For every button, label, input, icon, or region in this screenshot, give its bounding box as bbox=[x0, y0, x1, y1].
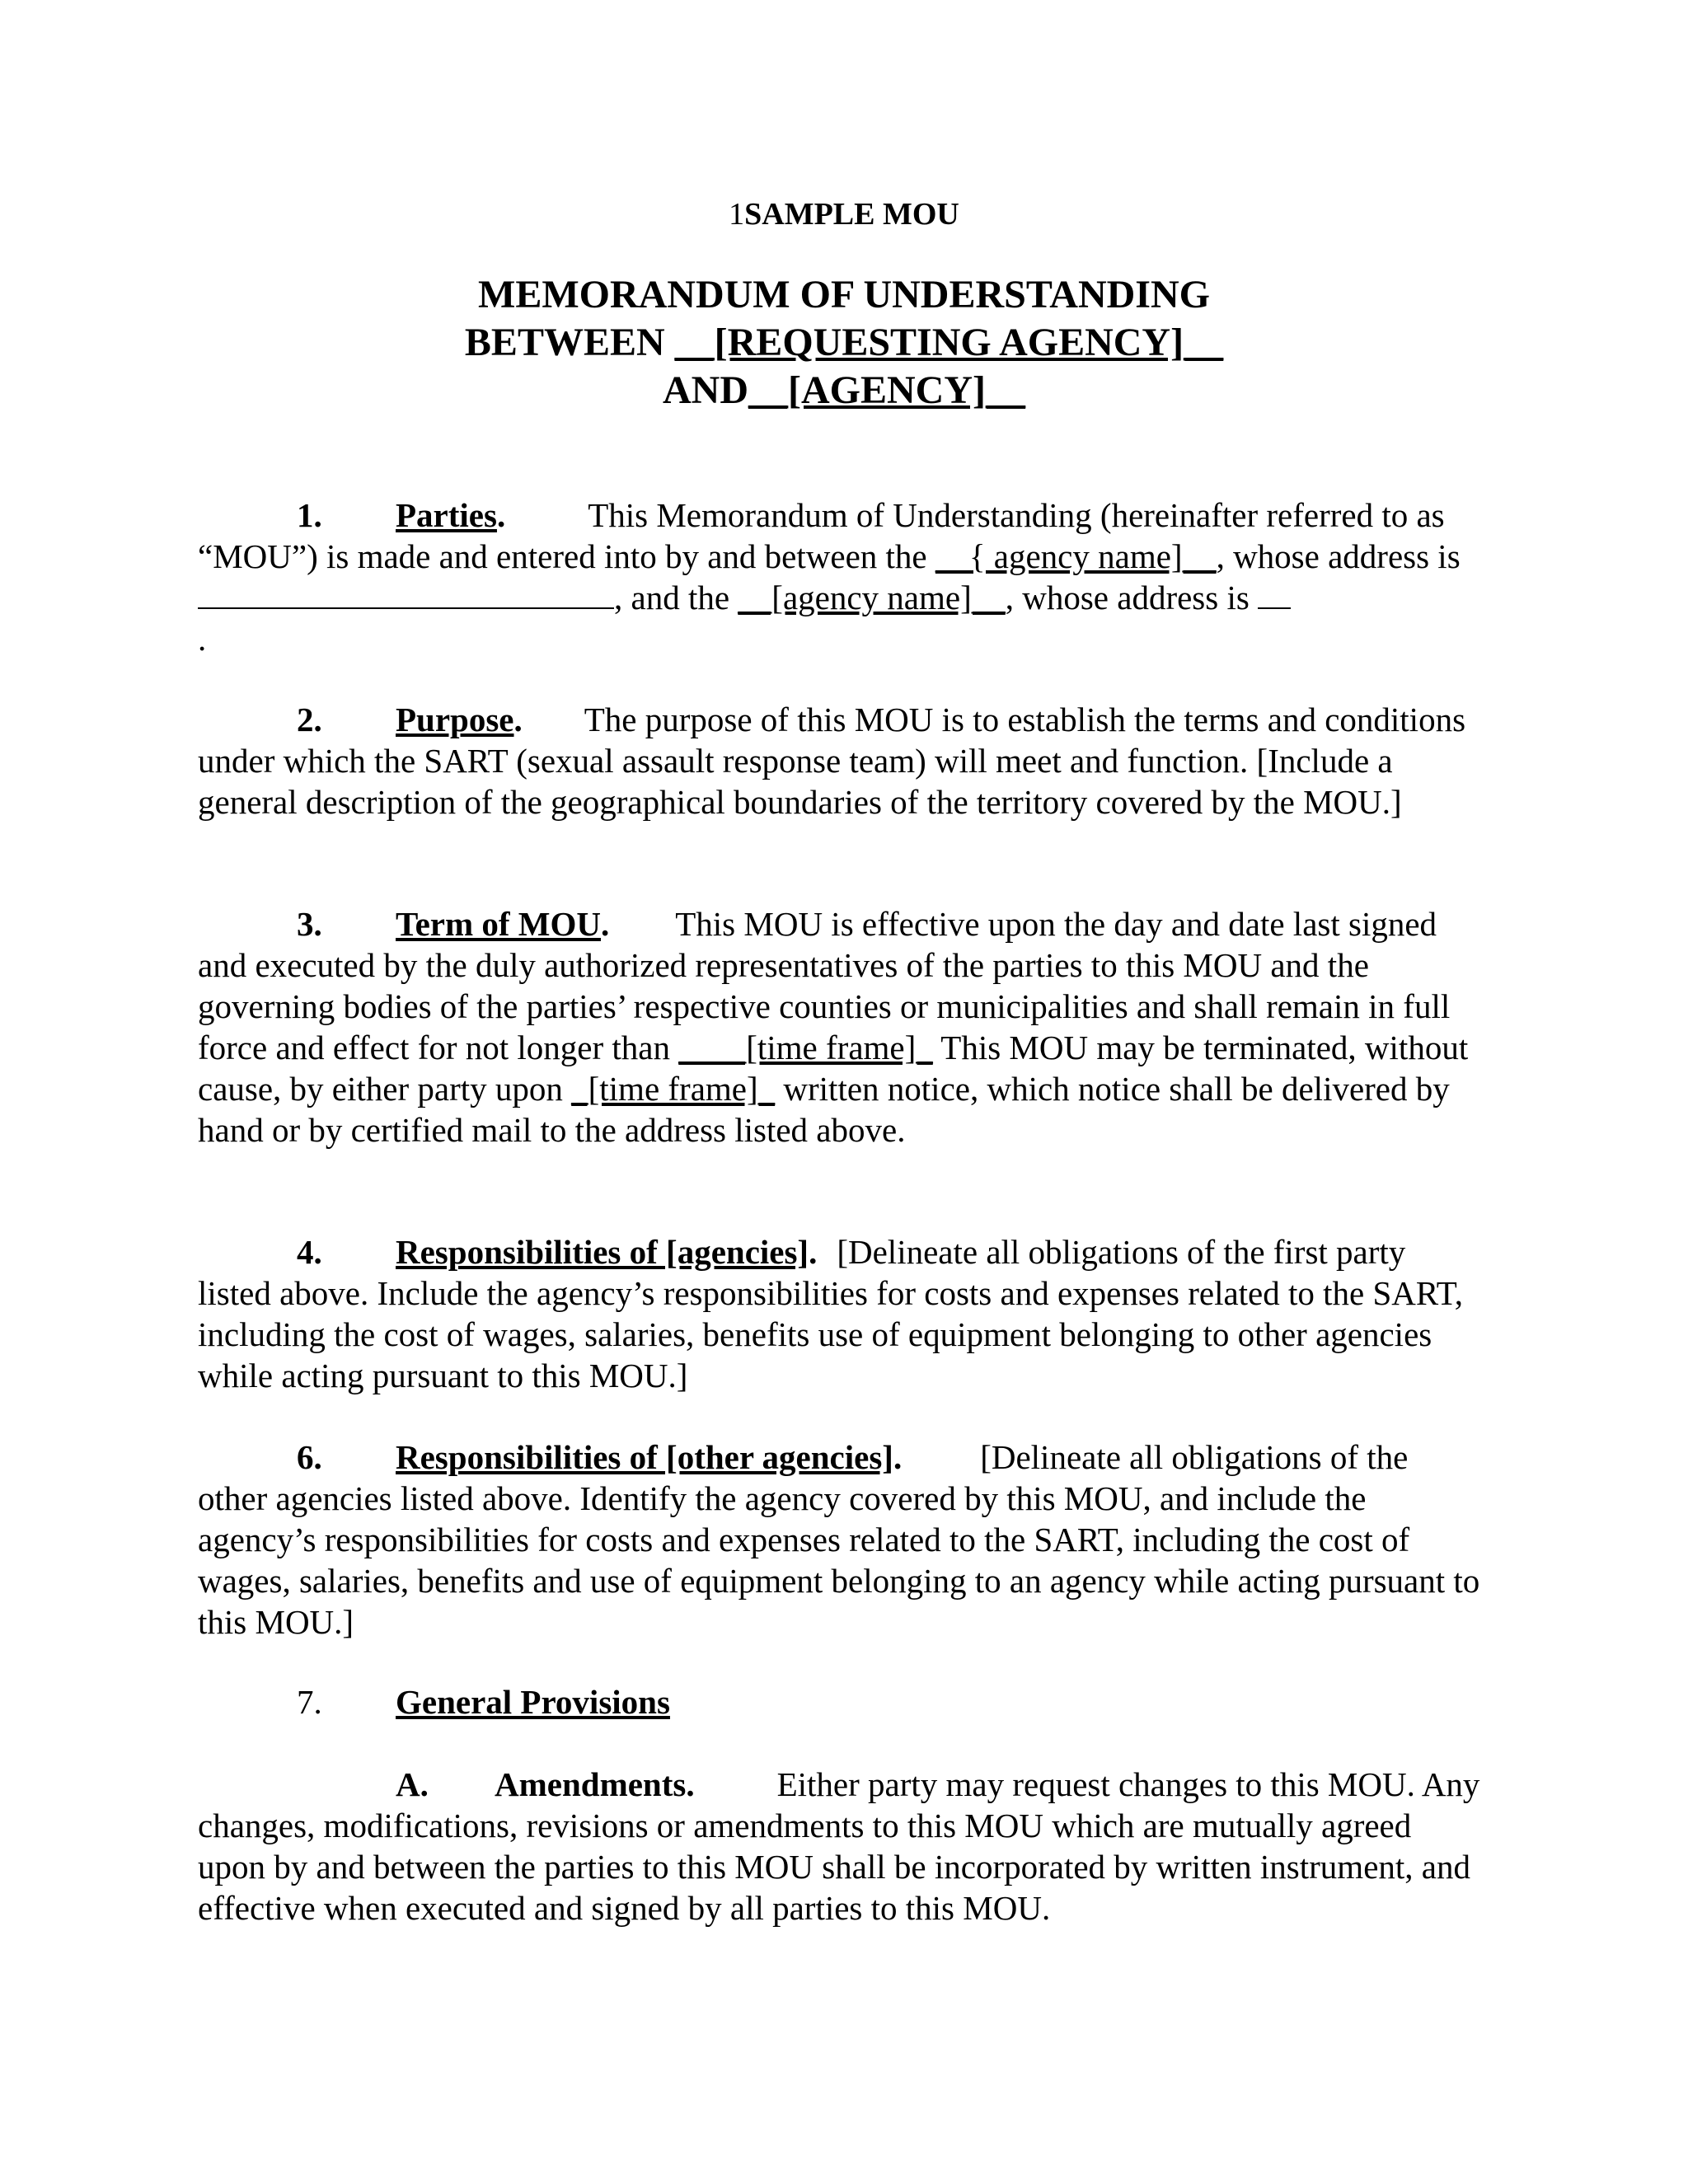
agency-name-field-1: __{ agency name]__ bbox=[935, 537, 1217, 575]
section-text: [Delineate all obligations of the other agencies listed above. Identify the agency covered by this MOU, and include the agency’s responsibilities for costs and expenses related to the SART, including the cost of wages, salaries, benefits and use of equipment belonging to an agency while acting pursuant to this MOU.] bbox=[198, 1438, 1480, 1641]
section-heading: General Provisions bbox=[396, 1683, 670, 1721]
section-number: 4. bbox=[297, 1233, 322, 1271]
section-general-provisions bbox=[198, 1681, 1484, 1722]
section-responsibilities-other-agencies: 6. Responsibilities of [other agencies]. [Delineate all obligations of the other agencies listed above. Identify the agency covered by this MOU, and include the agency’s responsibilities for costs and expenses related to the SART, including the cost of wages, salaries, benefits and use of equipment belonging to an agency while acting pursuant to this MOU.] bbox=[198, 1438, 1480, 1641]
section-number: 7. bbox=[297, 1683, 322, 1721]
pre-title bbox=[0, 196, 1688, 232]
address-blank-2 bbox=[1258, 579, 1291, 609]
section-text: [Delineate all obligations of the first party listed above. Include the agency’s responsibilities for costs and expenses related to the SART, including the cost of wages, salaries, benefits use of equipment belonging to other agencies while acting pursuant to this MOU.] bbox=[198, 1233, 1464, 1394]
section-heading: Purpose bbox=[396, 701, 514, 738]
title-line-2 bbox=[0, 320, 1688, 365]
section-number: 6. bbox=[297, 1438, 322, 1476]
agency-name-field-2: __[agency name]__ bbox=[738, 579, 1006, 616]
section-purpose: 2. Purpose. The purpose of this MOU is to establish the terms and conditions under which the SART (sexual assault response team) will meet and function. [Include a general description of the geographical boundaries of the territory covered by the MOU.] bbox=[198, 701, 1466, 821]
agency-field: __[AGENCY]__ bbox=[748, 368, 1025, 412]
title-line-3 bbox=[0, 368, 1688, 413]
section-term: 3. Term of MOU. This MOU is effective upon the day and date last signed and executed by the duly authorized representatives of the parties to this MOU and the governing bodies of the parties’ respective counties or municipalities and shall remain in full force and effect for not longer than ____[time frame]_ This MOU may be terminated, without cause, by either party upon _[time frame]_ written notice, which notice shall be delivered by hand or by certified mail to the address listed above. bbox=[198, 905, 1469, 1149]
time-frame-field-1: ____[time frame]_ bbox=[678, 1029, 933, 1066]
pre-title-number: 1 bbox=[729, 197, 745, 232]
title-and: AND bbox=[663, 368, 748, 412]
section-heading: Parties bbox=[396, 496, 497, 534]
section-heading: Responsibilities of [other agencies] bbox=[396, 1438, 893, 1476]
section-number: 1. bbox=[297, 496, 322, 534]
section-number: 2. bbox=[297, 701, 322, 738]
subsection-text: Either party may request changes to this MOU. Any changes, modifications, revisions or amendments to this MOU which are mutually agreed upon by and between the parties to this MOU shall be incorporated by written instrument, and effective when executed and signed by all parties to this MOU. bbox=[198, 1765, 1480, 1927]
section-parties: 1. Parties. This Memorandum of Understanding (hereinafter referred to as “MOU”) is made and entered into by and between the __{ agency name]__, whose address is , and the __[agency name]__, whose address is . bbox=[198, 496, 1461, 658]
time-frame-field-2: _[time frame]_ bbox=[571, 1070, 776, 1108]
section-heading: Term of MOU bbox=[396, 905, 601, 943]
section-number: 3. bbox=[297, 905, 322, 943]
title-between: BETWEEN bbox=[464, 321, 675, 364]
subsection-label: A. bbox=[396, 1765, 429, 1803]
address-blank-1 bbox=[198, 579, 614, 609]
subsection-heading: Amendments. bbox=[495, 1765, 695, 1803]
requesting-agency-field: __[REQUESTING AGENCY]__ bbox=[674, 321, 1224, 364]
section-text: The purpose of this MOU is to establish the terms and conditions under which the SART (sexual assault response team) will meet and function. [Include a general description of the geographical boundaries of the territory covered by the MOU.] bbox=[198, 701, 1466, 821]
subsection-amendments bbox=[198, 1764, 1484, 1929]
section-responsibilities-agencies: 4. Responsibilities of [agencies]. [Delineate all obligations of the first party listed above. Include the agency’s responsibilities for costs and expenses related to the SART, including the cost of wages, salaries, benefits use of equipment belonging to other agencies while acting pursuant to this MOU.] bbox=[198, 1233, 1464, 1394]
section-heading: Responsibilities of [agencies] bbox=[396, 1233, 809, 1271]
title-line-1: MEMORANDUM OF UNDERSTANDING bbox=[478, 273, 1210, 316]
pre-title-text: SAMPLE MOU bbox=[744, 197, 959, 232]
